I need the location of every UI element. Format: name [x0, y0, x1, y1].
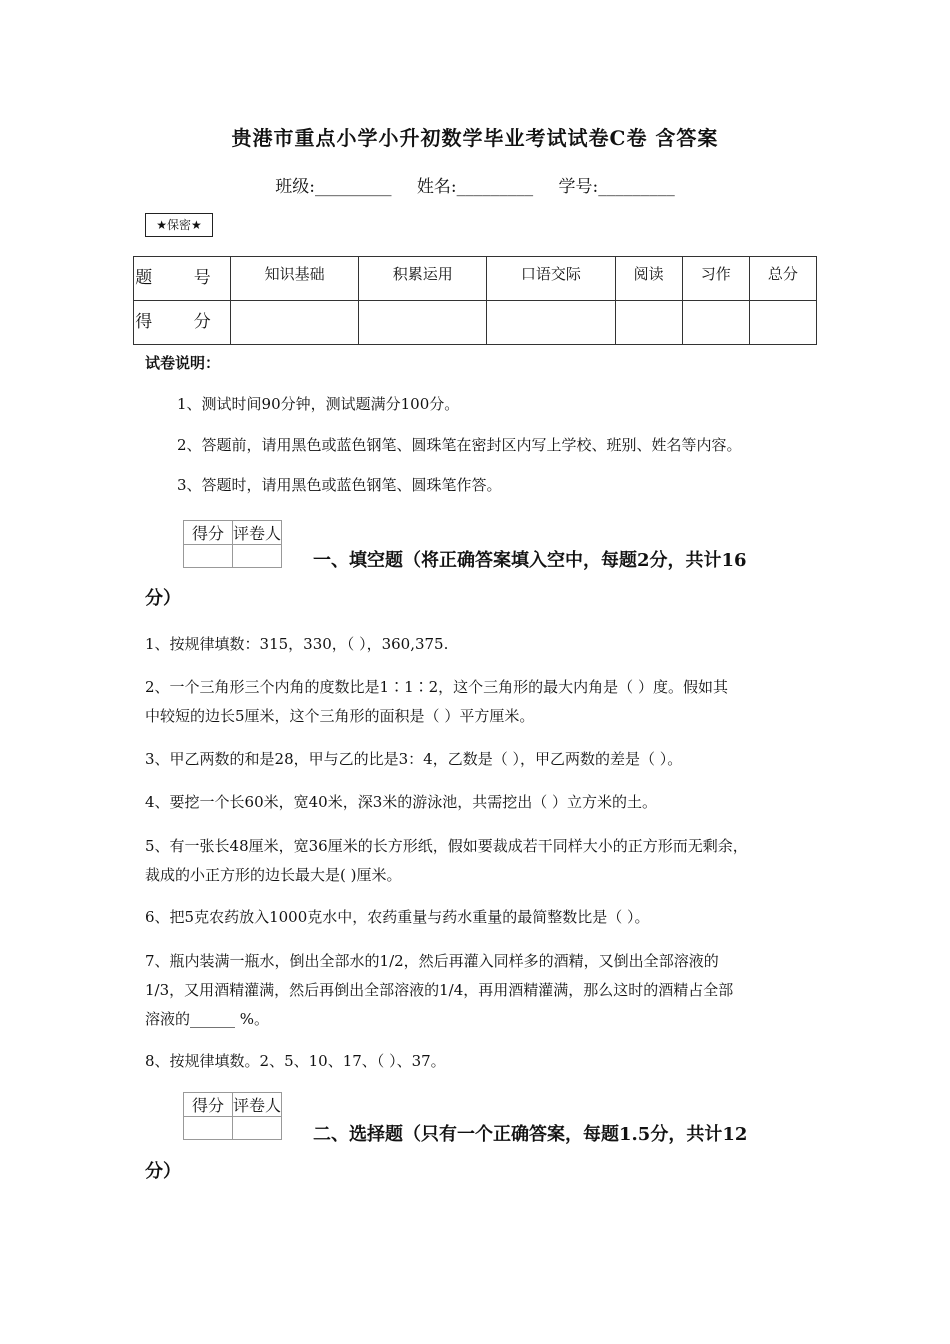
grader-box [183, 520, 282, 568]
question [145, 788, 810, 817]
score-table-score-row [134, 301, 817, 345]
grader-reviewer-cell[interactable] [233, 545, 282, 568]
header-cell: 习作 [682, 257, 749, 301]
grader-box [183, 1092, 282, 1140]
class-blank[interactable]: _________ [314, 177, 392, 197]
grader-score-cell[interactable] [184, 1117, 233, 1140]
question [145, 947, 810, 1034]
score-cell[interactable] [487, 301, 615, 345]
question [145, 903, 810, 932]
score-cell[interactable] [615, 301, 682, 345]
page-title: 贵港市重点小学小升初数学毕业考试试卷C卷 含答案 [231, 126, 719, 150]
grader-reviewer-label: 评卷人 [233, 1093, 282, 1117]
question [145, 630, 810, 659]
header-cell: 口语交际 [487, 257, 615, 301]
score-cell[interactable] [231, 301, 359, 345]
question-line: 7、瓶内装满一瓶水，倒出全部水的1/2，然后再灌入同样多的酒精，又倒出全部溶液的 [145, 952, 719, 970]
grader-reviewer-label: 评卷人 [233, 521, 282, 545]
question [145, 832, 810, 890]
question [145, 673, 810, 731]
section-title: 二、选择题（只有一个正确答案，每题1.5分，共计12 [313, 1124, 748, 1145]
question-line: 裁成的小正方形的边长最大是( )厘米。 [145, 866, 402, 884]
class-field [275, 177, 391, 197]
name-field [417, 177, 533, 197]
question-line: 2、一个三角形三个内角的度数比是1∶1∶2，这个三角形的最大内角是（ ）度。假如其 [145, 678, 728, 696]
question [145, 745, 810, 774]
id-blank[interactable]: _________ [598, 177, 675, 197]
score-cell[interactable] [749, 301, 816, 345]
question-line: 8、按规律填数。2、5、10、17、（ ）、37。 [145, 1052, 446, 1070]
header-cell: 阅读 [615, 257, 682, 301]
grader-score-label: 得分 [184, 1093, 233, 1117]
id-label: 学号: [558, 177, 599, 197]
instruction-item: 1、测试时间90分钟，测试题满分100分。 [177, 395, 460, 413]
student-info [0, 172, 950, 197]
question-line: 1、按规律填数：315，330，（ ），360,375. [145, 635, 449, 653]
confidential-badge: ★保密★ [145, 213, 213, 237]
grader-score-label: 得分 [184, 521, 233, 545]
header-cell: 知识基础 [231, 257, 359, 301]
instruction-item: 2、答题前，请用黑色或蓝色钢笔、圆珠笔在密封区内写上学校、班别、姓名等内容。 [177, 436, 742, 454]
question-line: 5、有一张长48厘米，宽36厘米的长方形纸，假如要裁成若干同样大小的正方形而无剩余， [145, 837, 748, 855]
question-line: 4、要挖一个长60米，宽40米，深3米的游泳池，共需挖出（ ）立方米的土。 [145, 793, 658, 811]
grader-reviewer-cell[interactable] [233, 1117, 282, 1140]
section-title-tail: 分） [145, 1161, 181, 1182]
grader-score-cell[interactable] [184, 545, 233, 568]
name-label: 姓名: [416, 177, 457, 197]
question-line: 6、把5克农药放入1000克水中，农药重量与药水重量的最简整数比是（ ）。 [145, 908, 650, 926]
id-field [559, 177, 675, 197]
score-table [133, 256, 817, 345]
section-title-tail: 分） [145, 588, 181, 609]
question-line: 溶液的______ %。 [145, 1010, 270, 1028]
section-title: 一、填空题（将正确答案填入空中，每题2分，共计16 [313, 550, 747, 571]
score-cell[interactable] [359, 301, 487, 345]
class-label: 班级: [275, 177, 315, 197]
header-cell: 题 号 [134, 257, 231, 301]
question [145, 1047, 810, 1076]
question-line: 中较短的边长5厘米，这个三角形的面积是（ ）平方厘米。 [145, 707, 535, 725]
score-cell[interactable] [682, 301, 749, 345]
question-line: 1/3，又用酒精灌满，然后再倒出全部溶液的1/4，再用酒精灌满，那么这时的酒精占全部 [145, 981, 734, 999]
name-blank[interactable]: _________ [456, 177, 534, 197]
row-label: 得 分 [134, 301, 231, 345]
instructions-title: 试卷说明： [145, 354, 221, 372]
header-cell: 积累运用 [359, 257, 487, 301]
question-line: 3、甲乙两数的和是28，甲与乙的比是3：4，乙数是（ ），甲乙两数的差是（ ）。 [145, 750, 683, 768]
header-cell: 总分 [749, 257, 816, 301]
score-table-header-row [134, 257, 817, 301]
instruction-item: 3、答题时，请用黑色或蓝色钢笔、圆珠笔作答。 [177, 476, 502, 494]
